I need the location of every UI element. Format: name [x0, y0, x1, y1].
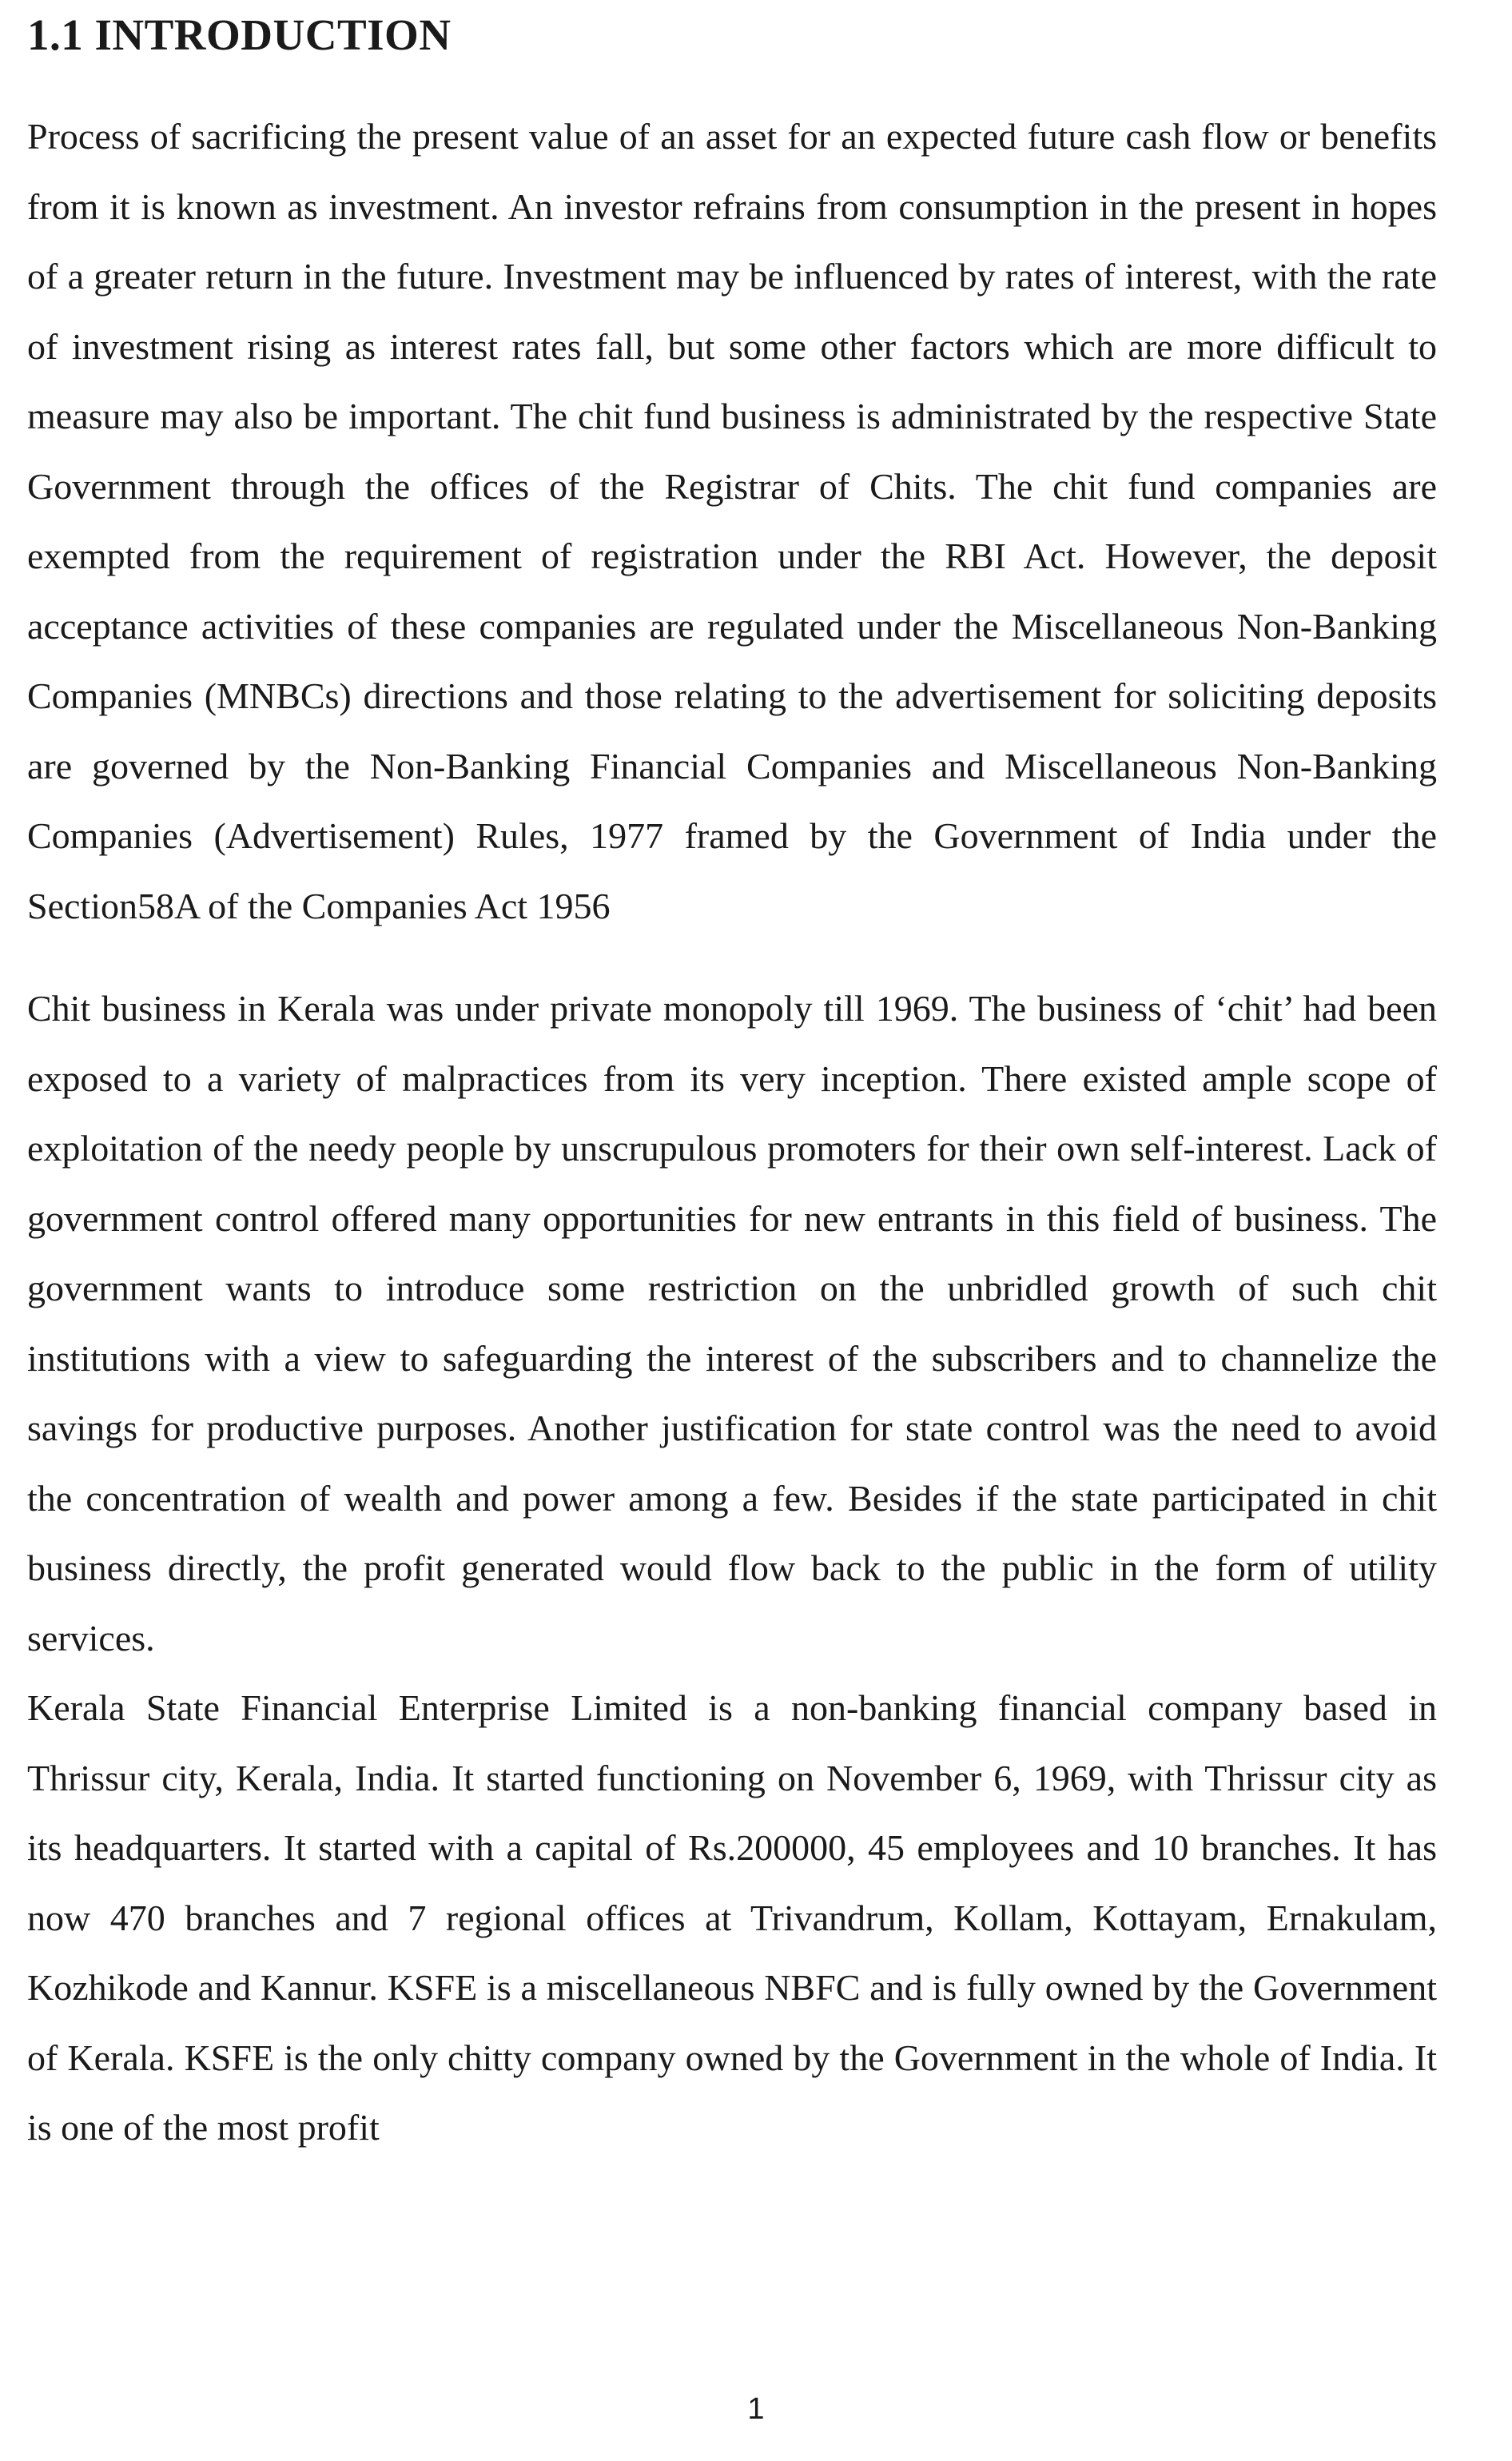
section-heading: 1.1 INTRODUCTION: [27, 10, 452, 59]
paragraph-investment: Process of sacrificing the present value of an asset for an expected future cash flow or benefits from it is known as investment. An investor refrains from consumption in the present in hopes of a greater return in the future. Investment may be influenced by rates of interest, with the rate of investment rising as interest rates fall, but some other factors which are more difficult to measure may also be important. The chit fund business is administrated by the respective State Government through the offices of the Registrar of Chits. The chit fund companies are exempted from the requirement of registration under the RBI Act. However, the deposit acceptance activities of these companies are regulated under the Miscellaneous Non-Banking Companies (MNBCs) directions and those relating to the advertisement for soliciting deposits are governed by the Non-Banking Financial Companies and Miscellaneous Non-Banking Companies (Advertisement) Rules, 1977 framed by the Government of India under the Section58A of the Companies Act 1956: [27, 116, 1437, 926]
document-page: [27, 0, 1437, 2163]
page-number: 1: [747, 2392, 765, 2426]
paragraph-ksfe: Kerala State Financial Enterprise Limited is a non-banking financial company based in Thrissur city, Kerala, India. It started functioning on November 6, 1969, with Thrissur city as its headquarters. It started with a capital of Rs.200000, 45 employees and 10 branches. It has now 470 branches and 7 regional offices at Trivandrum, Kollam, Kottayam, Ernakulam, Kozhikode and Kannur. KSFE is a miscellaneous NBFC and is fully owned by the Government of Kerala. KSFE is the only chitty company owned by the Government in the whole of India. It is one of the most profit: [27, 1687, 1437, 2148]
paragraph-chit-business: Chit business in Kerala was under private monopoly till 1969. The business of ‘chit’ had been exposed to a variety of malpractices from its very inception. There existed ample scope of exploitation of the needy people by unscrupulous promoters for their own self-interest. Lack of government control offered many opportunities for new entrants in this field of business. The government wants to introduce some restriction on the unbridled growth of such chit institutions with a view to safeguarding the interest of the subscribers and to channelize the savings for productive purposes. Another justification for state control was the need to avoid the concentration of wealth and power among a few. Besides if the state participated in chit business directly, the profit generated would flow back to the public in the form of utility services.: [27, 988, 1437, 1659]
